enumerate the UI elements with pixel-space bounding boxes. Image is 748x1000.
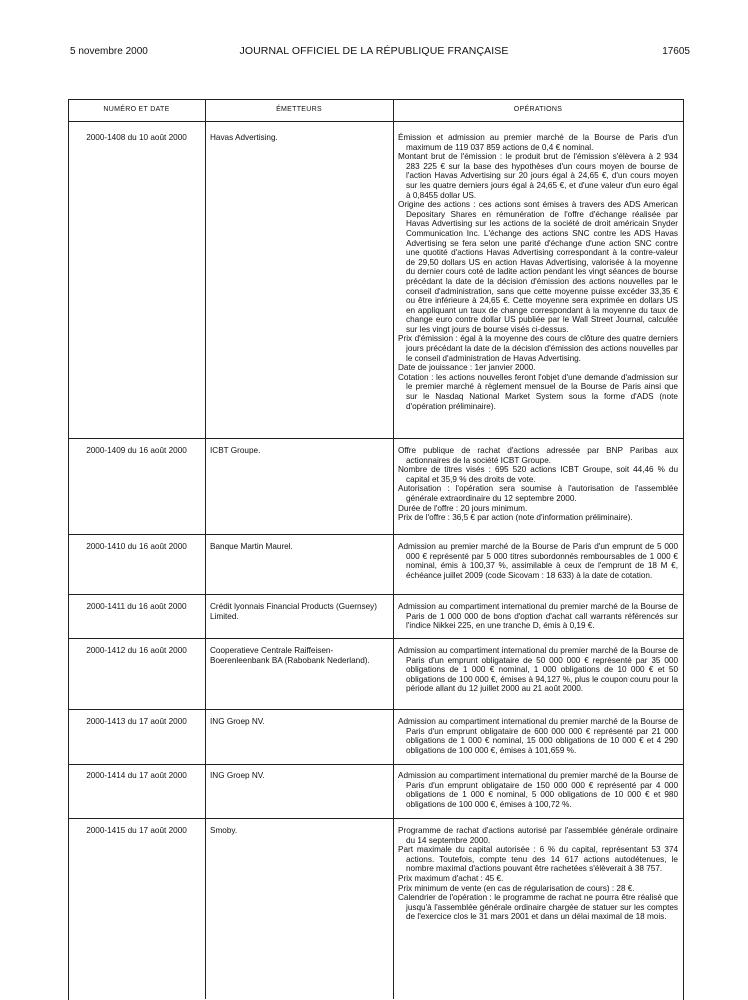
operation-paragraph: Admission au compartiment international du premier marché de la Bourse de Paris de 1 000 000 de bons d'option d'achat call warrants référencés sur l'indice Nikkei 225, en une tranche D, émis à 0,19 €. <box>398 602 678 631</box>
row-rule <box>68 638 684 639</box>
operation-paragraph: Autorisation : l'opération sera soumise à l'autorisation de l'assemblée générale extraordinaire du 12 septembre 2000. <box>398 484 678 503</box>
row-date: 2000-1413 du 17 août 2000 <box>86 717 187 726</box>
row-rule <box>68 818 684 819</box>
column-divider-2 <box>393 99 394 999</box>
operation-paragraph: Nombre de titres visés : 695 520 actions ICBT Groupe, soit 44,46 % du capital et 35,9 % des droits de vote. <box>398 465 678 484</box>
row-date: 2000-1410 du 16 août 2000 <box>86 542 187 551</box>
column-header-operations: OPÉRATIONS <box>513 106 563 113</box>
operation-paragraph: Prix d'émission : égal à la moyenne des cours de clôture des quatre derniers jours précédant la date de la décision d'émission des actions nouvelles par le conseil d'administration de Havas Advertising. <box>398 334 678 363</box>
page-number: 17605 <box>662 46 690 57</box>
row-date: 2000-1408 du 10 août 2000 <box>86 133 187 142</box>
row-operations <box>398 646 678 694</box>
row-operations <box>398 133 678 411</box>
row-operations <box>398 717 678 755</box>
operation-paragraph: Prix minimum de vente (en cas de régularisation de cours) : 28 €. <box>398 883 635 893</box>
row-date: 2000-1409 du 16 août 2000 <box>86 446 187 455</box>
row-rule <box>68 709 684 710</box>
row-operations <box>398 542 678 580</box>
row-issuer: ING Groep NV. <box>210 771 265 780</box>
row-operations <box>398 771 678 809</box>
operation-paragraph: Calendrier de l'opération : le programme de rachat ne pourra être réalisé que jusqu'à l'assemblée générale ordinaire chargée de statuer sur les comptes de l'exercice clos le 31 mars 2001 et dans un délai maximal de 18 mois. <box>398 893 678 922</box>
row-date: 2000-1415 du 17 août 2000 <box>86 826 187 835</box>
operation-paragraph: Admission au premier marché de la Bourse de Paris d'un emprunt de 5 000 000 € représenté par 5 000 titres subordonnés remboursables de 1 000 € nominal, émis à 100,37 %, assimilable à ceux de l'emprunt de 18 M €, échéance juillet 2009 (code Sicovam : 18 633) à la date de cotation. <box>398 542 678 580</box>
row-issuer: Banque Martin Maurel. <box>210 542 293 551</box>
operation-paragraph: Admission au compartiment international du premier marché de la Bourse de Paris d'un emprunt obligataire de 50 000 000 € représenté par 35 000 obligations de 1 000 € nominal, 1 000 obligations de 10 000 € et 50 obligations de 100 000 €, émises à 94,127 %, plus le coupon couru pour la période allant du 12 juillet 2000 au 21 août 2000. <box>398 646 678 694</box>
row-issuer: ING Groep NV. <box>210 717 265 726</box>
row-rule <box>68 438 684 439</box>
operation-paragraph: Montant brut de l'émission : le produit brut de l'émission s'élèvera à 2 934 283 225 € sur la base des hypothèses d'un cours moyen de bourse de l'action Havas Advertising sur 20 jours égal à 24,65 €, d'un cours moyen sur les quatre derniers jours égal à 24,65 €, et d'une valeur d'un euro égal à 0,8455 dollar US. <box>398 152 678 200</box>
row-date: 2000-1412 du 16 août 2000 <box>86 646 187 655</box>
column-header-issuers: ÉMETTEURS <box>276 106 322 113</box>
row-operations <box>398 446 678 523</box>
operation-paragraph: Émission et admission au premier marché de la Bourse de Paris d'un maximum de 119 037 859 actions de 0,4 € nominal. <box>398 133 678 152</box>
operation-paragraph: Cotation : les actions nouvelles feront l'objet d'une demande d'admission sur le premier marché à règlement mensuel de la Bourse de Paris ainsi que sur le Nasdaq National Market System sous la forme d'ADS (note d'opération préliminaire). <box>398 372 678 411</box>
row-issuer: Cooperatieve Centrale Raiffeisen-Boerenleenbank BA (Rabobank Nederland). <box>210 646 370 665</box>
row-operations <box>398 602 678 631</box>
row-issuer: Havas Advertising. <box>210 133 278 142</box>
header-rule <box>68 121 684 122</box>
row-rule <box>68 594 684 595</box>
row-issuer: Smoby. <box>210 826 238 835</box>
operation-paragraph: Part maximale du capital autorisée : 6 % du capital, représentant 53 374 actions. Toutefois, compte tenu des 14 617 actions autodétenues, le nombre maximal d'actions pouvant être rachetées s'élèverait à 38 757. <box>398 845 678 874</box>
row-issuer: Crédit lyonnais Financial Products (Guernsey) Limited. <box>210 602 378 621</box>
operation-paragraph: Prix maximum d'achat : 45 €. <box>398 873 504 883</box>
header-date: 5 novembre 2000 <box>70 46 148 57</box>
operation-paragraph: Origine des actions : ces actions sont émises à travers des ADS American Depositary Shares en rémunération de l'offre d'échange réalisée par Havas Advertising sur les actions de la société de droit américain Snyder Communication Inc. L'échange des actions SNC contre les ADS Havas Advertising se fera selon une parité d'échange d'une action SNC contre une quotité d'actions Havas Advertising correspondant à la contre-valeur de 29,50 dollars US en action Havas Advertising, valorisée à la moyenne du dernier cours coté de ladite action pendant les vingt séances de bourse précédant la date de la décision d'émission des actions nouvelles par le conseil d'administration, sans que cette moyenne puisse excéder 33,35 € ou être inférieure à 24,65 €. Cette moyenne sera exprimée en dollars US en appliquant un taux de change correspondant à la moyenne du taux de change euro contre dollar US publiée par le Wall Street Journal, calculée sur les vingt jours de bourse visés ci-dessus. <box>398 200 678 334</box>
operation-paragraph: Admission au compartiment international du premier marché de la Bourse de Paris d'un emprunt obligataire de 150 000 000 € représenté par 4 000 obligations de 1 000 € nominal, 5 000 obligations de 10 000 € et 980 obligations de 100 000 €, émises à 100,72 %. <box>398 771 678 809</box>
column-header-date: NUMÉRO ET DATE <box>103 106 170 113</box>
operation-paragraph: Date de jouissance : 1er janvier 2000. <box>398 363 536 373</box>
operation-paragraph: Programme de rachat d'actions autorisé par l'assemblée générale ordinaire du 14 septembre 2000. <box>398 826 678 845</box>
column-divider-1 <box>205 99 206 999</box>
row-issuer: ICBT Groupe. <box>210 446 261 455</box>
operation-paragraph: Prix de l'offre : 36,5 € par action (note d'information préliminaire). <box>398 513 633 523</box>
operation-paragraph: Durée de l'offre : 20 jours minimum. <box>398 503 528 513</box>
operation-paragraph: Offre publique de rachat d'actions adressée par BNP Paribas aux actionnaires de la société ICBT Groupe. <box>398 446 678 465</box>
row-date: 2000-1414 du 17 août 2000 <box>86 771 187 780</box>
row-rule <box>68 764 684 765</box>
operation-paragraph: Admission au compartiment international du premier marché de la Bourse de Paris d'un emprunt obligataire de 600 000 000 € représenté par 21 000 obligations de 1 000 € nominal, 15 000 obligations de 10 000 € et 4 290 obligations de 100 000 €, émises à 101,659 %. <box>398 717 678 755</box>
journal-title: JOURNAL OFFICIEL DE LA RÉPUBLIQUE FRANÇAISE <box>239 45 509 57</box>
row-rule <box>68 534 684 535</box>
row-date: 2000-1411 du 16 août 2000 <box>86 602 187 611</box>
row-operations <box>398 826 678 922</box>
